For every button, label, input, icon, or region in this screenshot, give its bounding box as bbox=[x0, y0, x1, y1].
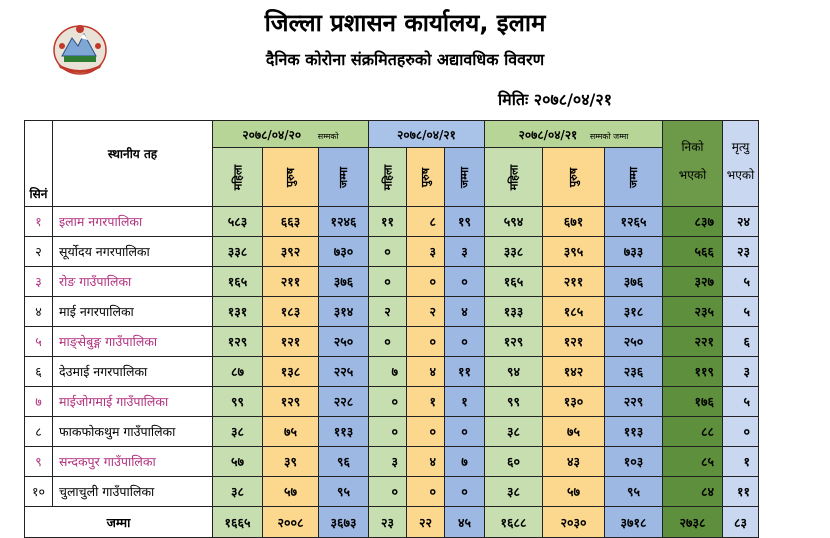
cell-male-today: ० bbox=[407, 417, 445, 447]
cell-total-cum: २३६ bbox=[605, 357, 663, 387]
cell-male-cum: ६७१ bbox=[543, 207, 605, 237]
row-name: इलाम नगरपालिका bbox=[53, 207, 213, 237]
cell-female-cum: ९९ bbox=[485, 387, 543, 417]
cell-recovered: २३५ bbox=[663, 297, 723, 327]
cell-female-cum: १६५ bbox=[485, 267, 543, 297]
table-row bbox=[25, 297, 759, 327]
total-row bbox=[25, 507, 759, 538]
table-row bbox=[25, 477, 759, 507]
row-name: चुलाचुली गाउँपालिका bbox=[53, 477, 213, 507]
header-group-1: २०७८/०४/२० सम्मको bbox=[213, 121, 369, 148]
cell-total-today: ० bbox=[445, 417, 485, 447]
cell-death: २३ bbox=[723, 237, 759, 267]
cell-male-prev: ३९२ bbox=[263, 237, 319, 267]
total-male-prev: २००८ bbox=[263, 507, 319, 538]
cell-female-cum: ३८ bbox=[485, 477, 543, 507]
cell-male-cum: १४२ bbox=[543, 357, 605, 387]
cell-total-cum: ९५ bbox=[605, 477, 663, 507]
cell-female-prev: १२९ bbox=[213, 327, 263, 357]
cell-total-cum: ३७६ bbox=[605, 267, 663, 297]
cell-female-prev: १३१ bbox=[213, 297, 263, 327]
cell-male-prev: १२९ bbox=[263, 387, 319, 417]
cell-female-today: ० bbox=[369, 387, 407, 417]
cell-total-prev: ३७६ bbox=[319, 267, 369, 297]
table-row bbox=[25, 267, 759, 297]
row-name: सूर्योदय नगरपालिका bbox=[53, 237, 213, 267]
header-local-level: स्थानीय तह bbox=[53, 121, 213, 207]
cell-female-prev: १६५ bbox=[213, 267, 263, 297]
subheader-female: महिला bbox=[213, 148, 263, 207]
cell-female-today: ११ bbox=[369, 207, 407, 237]
cell-recovered: २२१ bbox=[663, 327, 723, 357]
date-value: २०७८/०४/२१ bbox=[533, 90, 613, 109]
cell-total-prev: ३१४ bbox=[319, 297, 369, 327]
cell-recovered: ८८ bbox=[663, 417, 723, 447]
total-total-prev: ३६७३ bbox=[319, 507, 369, 538]
cell-female-today: ० bbox=[369, 417, 407, 447]
cell-female-prev: ३३८ bbox=[213, 237, 263, 267]
total-female-cum: १६८८ bbox=[485, 507, 543, 538]
table-row bbox=[25, 447, 759, 477]
cell-male-prev: २११ bbox=[263, 267, 319, 297]
cell-recovered: १७६ bbox=[663, 387, 723, 417]
subheader-male: पुरुष bbox=[263, 148, 319, 207]
row-sn: ३ bbox=[25, 267, 53, 297]
row-sn: ८ bbox=[25, 417, 53, 447]
row-sn: ७ bbox=[25, 387, 53, 417]
header-group-2: २०७८/०४/२१ bbox=[369, 121, 485, 148]
cell-death: ५ bbox=[723, 297, 759, 327]
row-name: फाकफोकथुम गाउँपालिका bbox=[53, 417, 213, 447]
cell-recovered: ३२७ bbox=[663, 267, 723, 297]
cell-female-prev: ८७ bbox=[213, 357, 263, 387]
cell-recovered: ११९ bbox=[663, 357, 723, 387]
cell-male-prev: १८३ bbox=[263, 297, 319, 327]
cell-death: ११ bbox=[723, 477, 759, 507]
cell-death: ५ bbox=[723, 387, 759, 417]
cell-total-today: १ bbox=[445, 387, 485, 417]
cell-total-prev: ९६ bbox=[319, 447, 369, 477]
row-name: देउमाई नगरपालिका bbox=[53, 357, 213, 387]
cell-male-prev: १२१ bbox=[263, 327, 319, 357]
subheader-male: पुरुष bbox=[543, 148, 605, 207]
cell-death: ५ bbox=[723, 267, 759, 297]
cell-female-prev: ९९ bbox=[213, 387, 263, 417]
cell-male-cum: ४३ bbox=[543, 447, 605, 477]
cell-total-cum: १०३ bbox=[605, 447, 663, 477]
cell-female-today: ० bbox=[369, 267, 407, 297]
cell-death: ० bbox=[723, 417, 759, 447]
cell-total-prev: ९५ bbox=[319, 477, 369, 507]
subheader-female: महिला bbox=[369, 148, 407, 207]
cell-female-cum: ३३८ bbox=[485, 237, 543, 267]
row-sn: ९ bbox=[25, 447, 53, 477]
row-name: माईजोगमाई गाउँपालिका bbox=[53, 387, 213, 417]
table-row bbox=[25, 387, 759, 417]
total-total-today: ४५ bbox=[445, 507, 485, 538]
cell-total-today: ३ bbox=[445, 237, 485, 267]
cell-total-prev: २२५ bbox=[319, 357, 369, 387]
cell-male-prev: ७५ bbox=[263, 417, 319, 447]
cell-male-cum: १८५ bbox=[543, 297, 605, 327]
header-death: मृत्यु भएको bbox=[723, 121, 759, 207]
total-label: जम्मा bbox=[25, 507, 213, 538]
cell-male-prev: ६६३ bbox=[263, 207, 319, 237]
cell-female-today: २ bbox=[369, 297, 407, 327]
cell-total-today: ० bbox=[445, 477, 485, 507]
cell-recovered: ८५ bbox=[663, 447, 723, 477]
cell-recovered: ८४ bbox=[663, 477, 723, 507]
cell-death: ६ bbox=[723, 327, 759, 357]
cell-male-prev: ३९ bbox=[263, 447, 319, 477]
total-recovered: २७३८ bbox=[663, 507, 723, 538]
cell-recovered: ८३७ bbox=[663, 207, 723, 237]
cell-male-cum: ३९५ bbox=[543, 237, 605, 267]
cell-total-today: ० bbox=[445, 267, 485, 297]
cell-total-cum: १२६५ bbox=[605, 207, 663, 237]
cell-male-today: २ bbox=[407, 297, 445, 327]
cell-death: ३ bbox=[723, 357, 759, 387]
cell-total-today: १९ bbox=[445, 207, 485, 237]
cell-total-prev: ७३० bbox=[319, 237, 369, 267]
cell-male-today: ० bbox=[407, 267, 445, 297]
cell-female-today: ० bbox=[369, 477, 407, 507]
row-sn: ४ bbox=[25, 297, 53, 327]
cell-male-cum: ५७ bbox=[543, 477, 605, 507]
cell-male-today: ० bbox=[407, 327, 445, 357]
total-female-prev: १६६५ bbox=[213, 507, 263, 538]
row-sn: ६ bbox=[25, 357, 53, 387]
total-death: ८३ bbox=[723, 507, 759, 538]
cell-male-today: ० bbox=[407, 477, 445, 507]
cell-female-today: ३ bbox=[369, 447, 407, 477]
header-sn: सिनं bbox=[25, 121, 53, 207]
row-name: रोङ गाउँपालिका bbox=[53, 267, 213, 297]
cell-female-today: ० bbox=[369, 237, 407, 267]
cell-total-cum: २२९ bbox=[605, 387, 663, 417]
cell-female-cum: ९४ bbox=[485, 357, 543, 387]
header-recovered: निको भएको bbox=[663, 121, 723, 207]
cell-total-today: ७ bbox=[445, 447, 485, 477]
cell-recovered: ५६६ bbox=[663, 237, 723, 267]
cell-female-prev: ५७ bbox=[213, 447, 263, 477]
cell-male-cum: १२१ bbox=[543, 327, 605, 357]
row-sn: १० bbox=[25, 477, 53, 507]
cell-male-today: ८ bbox=[407, 207, 445, 237]
row-name: सन्दकपुर गाउँपालिका bbox=[53, 447, 213, 477]
cell-total-cum: ७३३ bbox=[605, 237, 663, 267]
cell-total-cum: ११३ bbox=[605, 417, 663, 447]
subheader-total: जम्मा bbox=[445, 148, 485, 207]
table-row bbox=[25, 237, 759, 267]
subheader-male: पुरुष bbox=[407, 148, 445, 207]
cell-female-cum: १२९ bbox=[485, 327, 543, 357]
table-row bbox=[25, 417, 759, 447]
row-name: माङ्सेबुङ्ग गाउँपालिका bbox=[53, 327, 213, 357]
total-male-today: २२ bbox=[407, 507, 445, 538]
cell-female-prev: ३८ bbox=[213, 477, 263, 507]
table-row bbox=[25, 357, 759, 387]
page-subtitle: दैनिक कोरोना संक्रमितहरुको अद्यावधिक विवरण bbox=[265, 50, 545, 69]
total-female-today: २३ bbox=[369, 507, 407, 538]
cell-total-prev: २५० bbox=[319, 327, 369, 357]
cell-male-cum: २११ bbox=[543, 267, 605, 297]
row-name: माई नगरपालिका bbox=[53, 297, 213, 327]
cell-female-prev: ५८३ bbox=[213, 207, 263, 237]
cell-total-today: ० bbox=[445, 327, 485, 357]
cell-death: २४ bbox=[723, 207, 759, 237]
cell-male-prev: ५७ bbox=[263, 477, 319, 507]
cell-total-today: ४ bbox=[445, 297, 485, 327]
subheader-total: जम्मा bbox=[319, 148, 369, 207]
cell-male-today: ४ bbox=[407, 357, 445, 387]
row-sn: ५ bbox=[25, 327, 53, 357]
cell-female-cum: ३८ bbox=[485, 417, 543, 447]
table-row bbox=[25, 207, 759, 237]
cell-total-prev: ११३ bbox=[319, 417, 369, 447]
total-male-cum: २०३० bbox=[543, 507, 605, 538]
cell-female-cum: ६० bbox=[485, 447, 543, 477]
cell-total-prev: १२४६ bbox=[319, 207, 369, 237]
subheader-total: जम्मा bbox=[605, 148, 663, 207]
cell-male-cum: १३० bbox=[543, 387, 605, 417]
date-label: मितिः bbox=[498, 90, 529, 109]
table-row bbox=[25, 327, 759, 357]
covid-table bbox=[24, 120, 759, 538]
cell-total-cum: ३१८ bbox=[605, 297, 663, 327]
cell-male-today: १ bbox=[407, 387, 445, 417]
cell-female-prev: ३८ bbox=[213, 417, 263, 447]
total-total-cum: ३७१८ bbox=[605, 507, 663, 538]
cell-death: १ bbox=[723, 447, 759, 477]
cell-female-today: ७ bbox=[369, 357, 407, 387]
cell-male-prev: १३८ bbox=[263, 357, 319, 387]
subheader-female: महिला bbox=[485, 148, 543, 207]
cell-total-prev: २२८ bbox=[319, 387, 369, 417]
report-date bbox=[498, 88, 612, 110]
cell-female-cum: १३३ bbox=[485, 297, 543, 327]
cell-male-cum: ७५ bbox=[543, 417, 605, 447]
header-group-3: २०७८/०४/२१ सम्मको जम्मा bbox=[485, 121, 663, 148]
cell-female-today: ० bbox=[369, 327, 407, 357]
row-sn: २ bbox=[25, 237, 53, 267]
row-sn: १ bbox=[25, 207, 53, 237]
cell-total-cum: २५० bbox=[605, 327, 663, 357]
page-title: जिल्ला प्रशासन कार्यालय, इलाम bbox=[264, 9, 546, 37]
cell-male-today: ४ bbox=[407, 447, 445, 477]
cell-male-today: ३ bbox=[407, 237, 445, 267]
cell-female-cum: ५९४ bbox=[485, 207, 543, 237]
cell-total-today: ११ bbox=[445, 357, 485, 387]
